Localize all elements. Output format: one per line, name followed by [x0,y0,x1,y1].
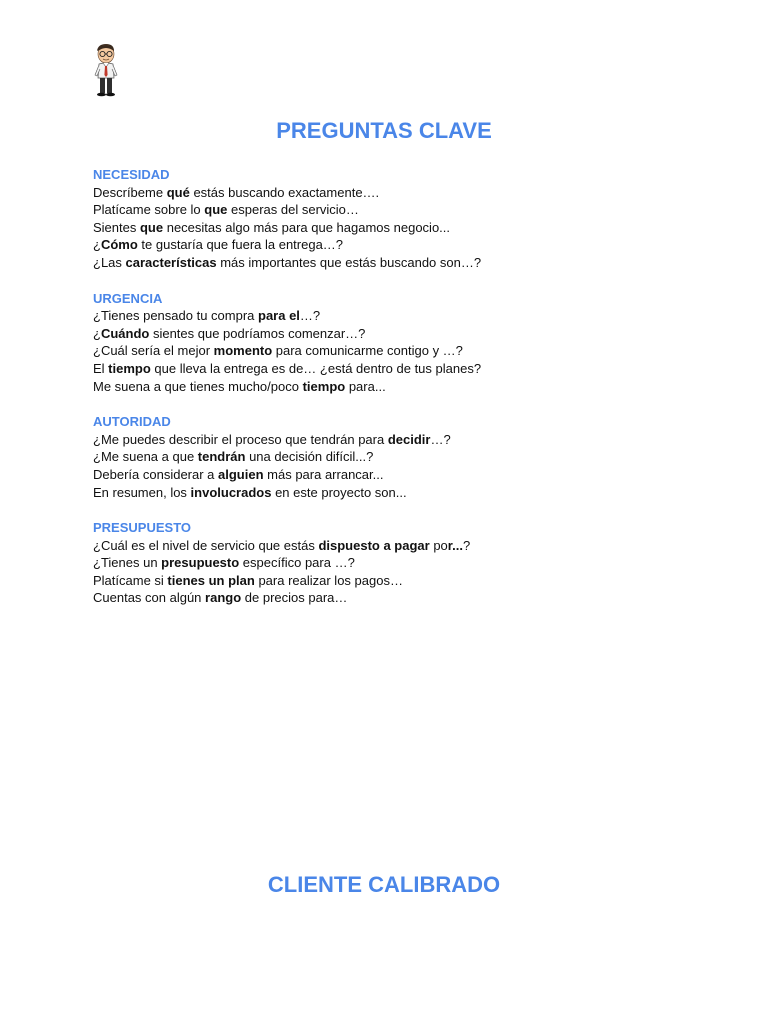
cartoon-man-icon-svg [90,42,122,100]
keyword-text: r... [447,537,463,553]
keyword-text: que [204,202,228,218]
section-heading: URGENCIA [93,290,163,306]
question-text: …? [299,308,321,324]
question-line [93,554,713,572]
keyword-text: dispuesto a pagar [318,537,430,553]
cartoon-man-icon [90,42,122,100]
question-text: ¿Las [93,254,126,270]
question-line [93,307,713,325]
question-text: para comunicarme contigo y …? [272,343,463,359]
question-text: po [429,537,448,553]
question-text: ¿Cuál es el nivel de servicio que estás [93,537,319,553]
section-heading: NECESIDAD [93,167,170,182]
question-text: esperas del servicio… [227,202,359,218]
question-text: específico para …? [239,555,355,571]
question-text: Platícame si [93,572,168,588]
question-text: En resumen, los [93,484,191,500]
section-necesidad [93,166,713,272]
page-title: PREGUNTAS CLAVE [276,118,492,143]
keyword-text: que [139,219,164,235]
question-line [93,378,713,396]
question-text: ¿ [93,237,101,253]
question-text: más importantes que estás buscando son…? [216,254,482,270]
question-text: que lleva la entrega es de… ¿está dentro de tus planes? [150,360,482,376]
question-text: Platícame sobre lo [93,202,205,218]
section-autoridad [93,413,713,501]
question-text: ¿Tienes un [93,555,162,571]
keyword-text: tiempo [302,378,346,394]
question-text: ¿Cuál sería el mejor [93,343,214,359]
question-text: Debería considerar a [93,466,219,482]
question-line [93,589,713,607]
question-text: necesitas algo más para que hagamos negocio... [163,219,451,235]
question-line [93,484,713,502]
question-line [93,431,713,449]
question-text: …? [430,431,451,447]
keyword-text: alguien [218,466,264,482]
question-text: Cuentas con algún [93,590,206,606]
question-line [93,254,713,272]
question-text: te gustaría que fuera la entrega…? [137,237,344,253]
question-text: Descríbeme [93,184,167,200]
section-urgencia [93,290,713,396]
keyword-text: tienes un plan [167,572,255,588]
question-text: ¿Me puedes describir el proceso que tendrán para [93,431,388,447]
question-line [93,184,713,202]
question-text: una decisión difícil...? [245,449,374,465]
question-text: ¿ [93,325,101,341]
question-text: estás buscando exactamente…. [189,184,380,200]
keyword-text: características [125,254,217,270]
keyword-text: tiempo [108,360,151,376]
keyword-text: Cuándo [100,325,150,341]
question-text: sientes que podríamos comenzar…? [149,325,366,341]
keyword-text: Cómo [100,237,138,253]
keyword-text: para el [258,308,300,324]
questions-content [93,166,713,625]
question-line [93,325,713,343]
question-line [93,448,713,466]
question-text: ¿Tienes pensado tu compra [93,308,258,324]
question-text: Me suena a que tienes mucho/poco [93,378,303,394]
question-text: para... [345,378,386,394]
keyword-text: presupuesto [161,555,240,571]
footer-title: CLIENTE CALIBRADO [267,872,501,897]
question-line [93,537,713,555]
question-text: para realizar los pagos… [254,572,403,588]
keyword-text: qué [166,184,190,200]
section-heading: AUTORIDAD [93,414,171,430]
question-text: en este proyecto son... [271,484,407,500]
question-text: Sientes [93,219,140,235]
question-text: El [93,360,109,376]
question-line [93,236,713,254]
question-line [93,466,713,484]
question-line [93,572,713,590]
question-line [93,360,713,378]
keyword-text: rango [205,590,242,606]
question-line [93,219,713,237]
keyword-text: decidir [387,431,431,447]
section-heading: PRESUPUESTO [93,520,192,536]
keyword-text: involucrados [190,484,272,500]
question-text: de precios para… [241,590,348,606]
question-text: ? [462,537,471,553]
keyword-text: momento [213,343,273,359]
question-line [93,201,713,219]
question-text: más para arrancar... [263,466,384,482]
question-text: ¿Me suena a que [93,449,198,465]
section-presupuesto [93,519,713,607]
keyword-text: tendrán [197,449,246,465]
question-line [93,342,713,360]
